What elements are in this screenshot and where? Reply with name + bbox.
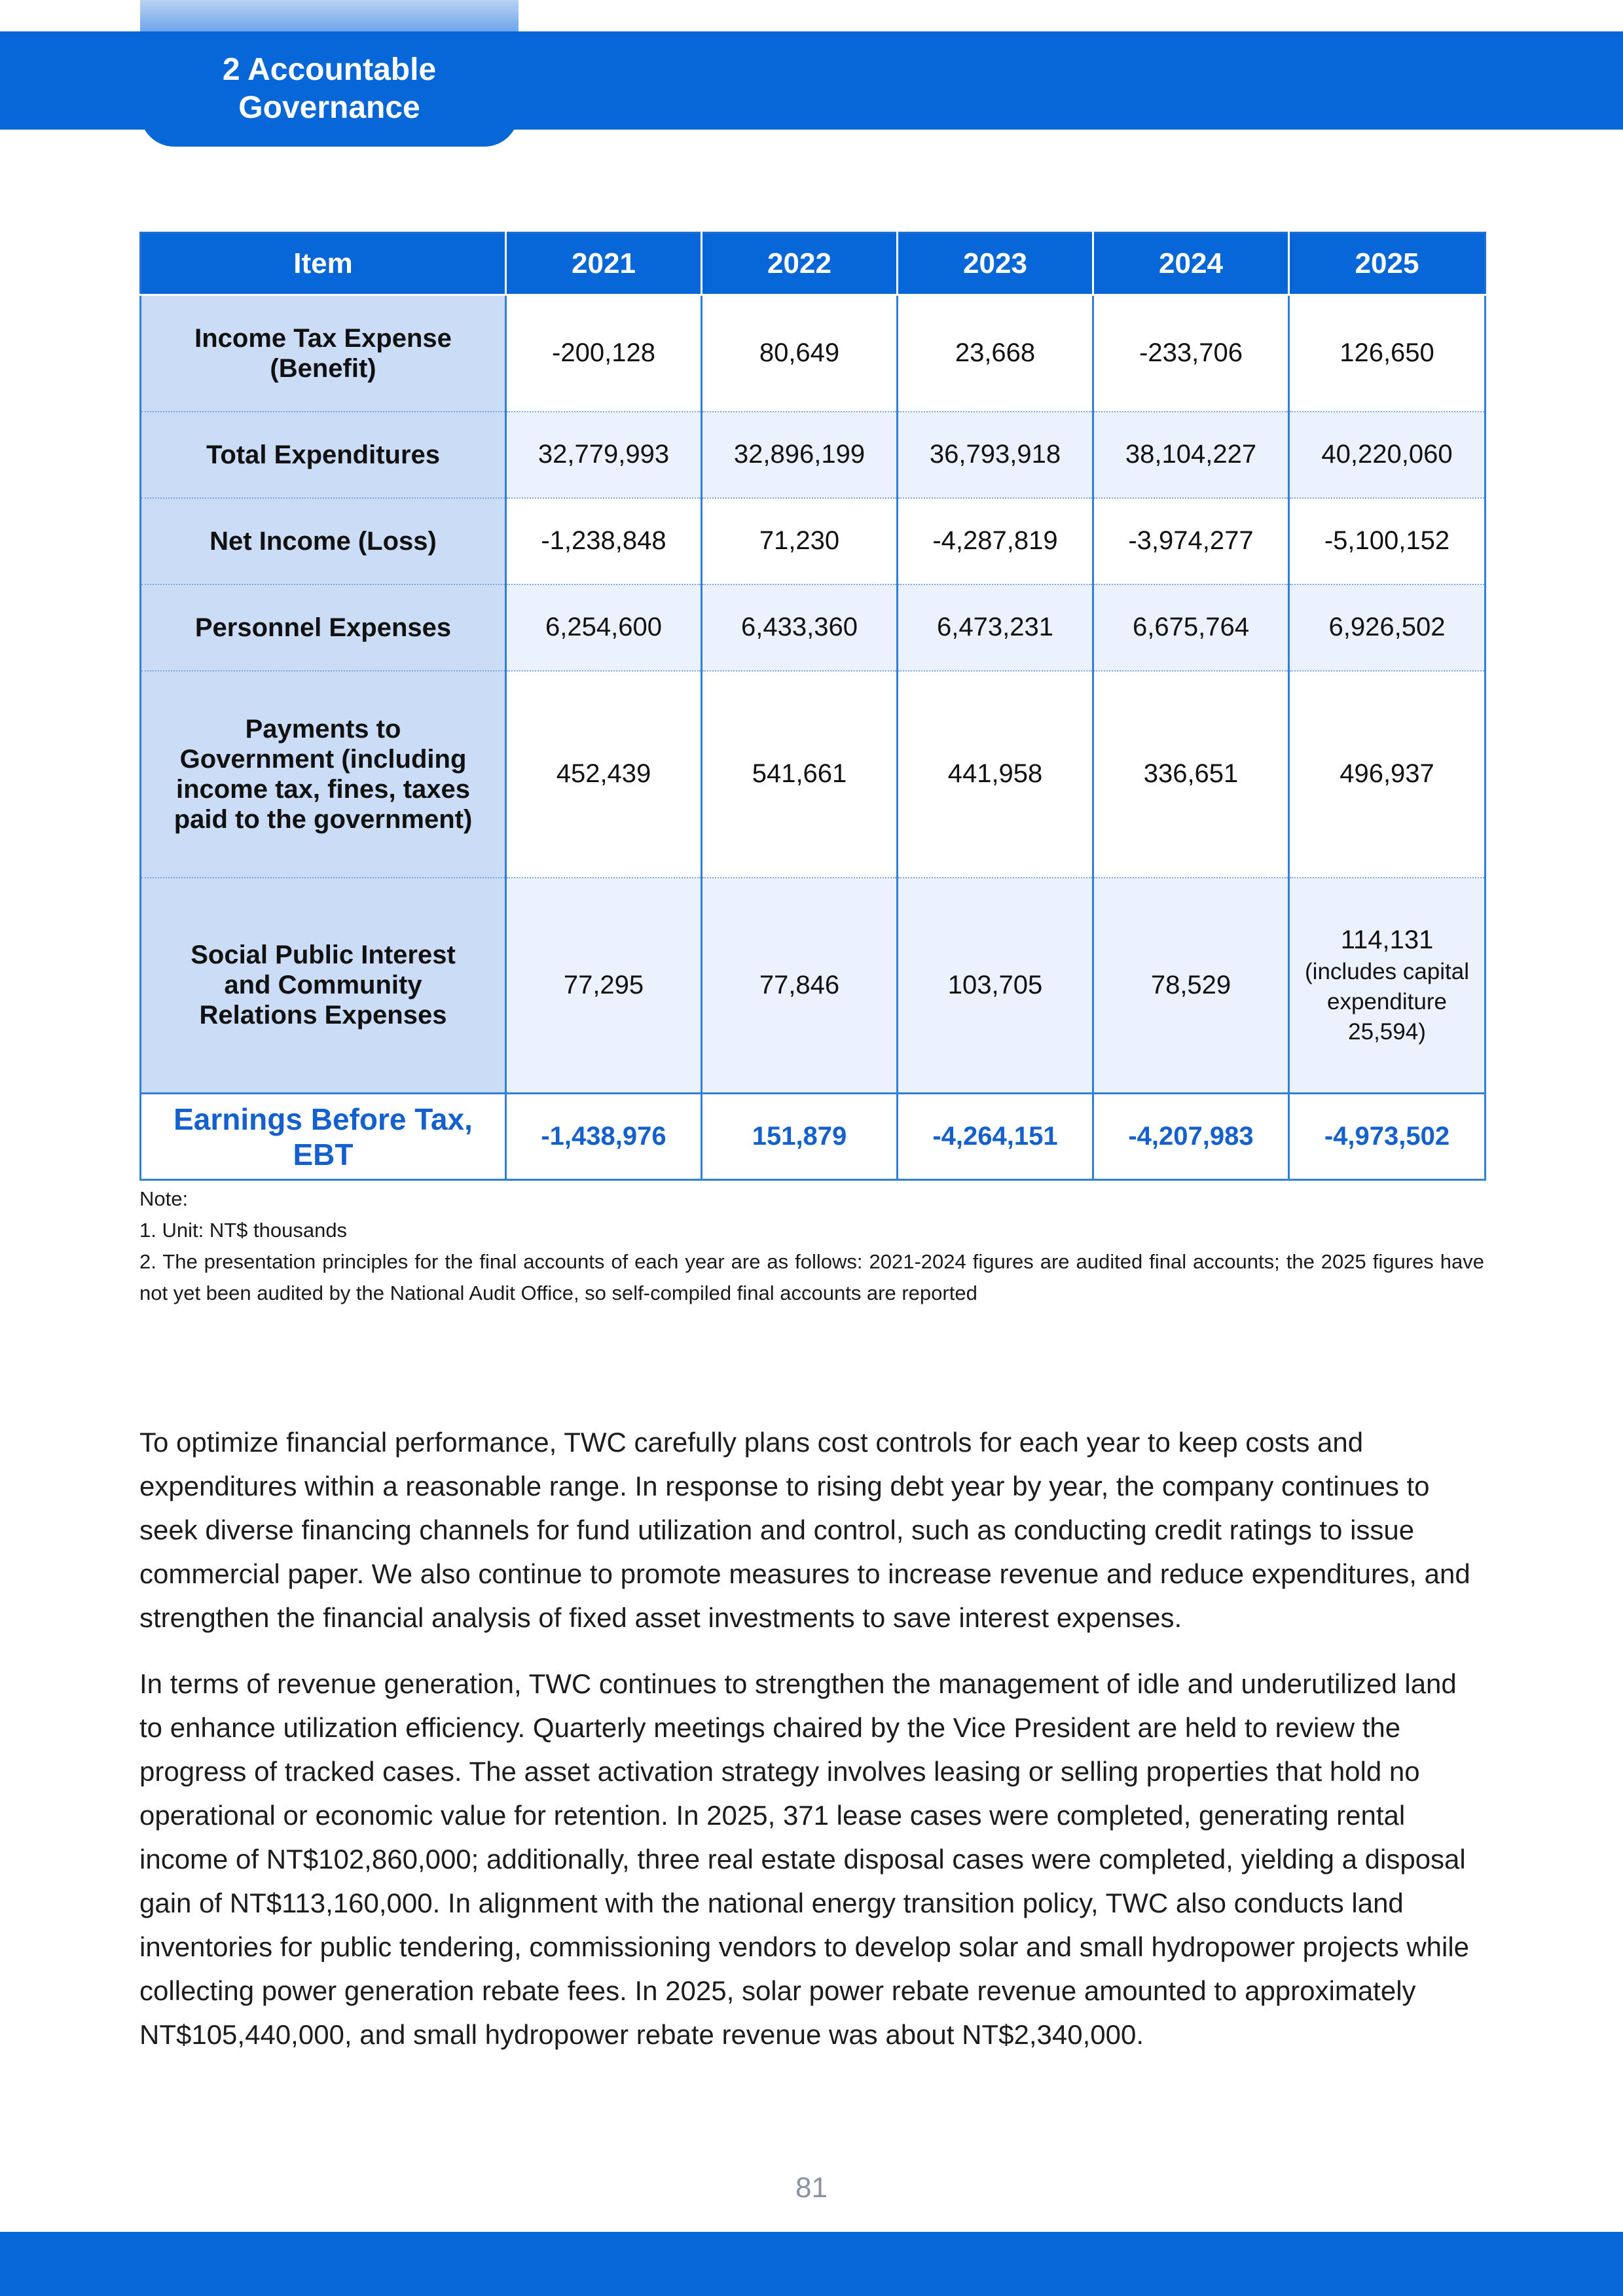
notes-heading: Note: [139,1187,189,1210]
table-cell: -4,207,983 [1093,1094,1289,1180]
section-title: 2 Accountable Governance [222,52,437,125]
table-cell: -4,287,819 [898,498,1093,584]
table-row [141,878,1486,1094]
table-cell: 151,879 [702,1094,898,1180]
financial-table [139,232,1486,1181]
table-cell: 40,220,060 [1289,412,1486,498]
row-label: Net Income (Loss) [141,498,506,584]
table-row [141,584,1486,671]
row-label: Payments to Government (including income tax, fines, taxes paid to the government) [141,671,506,878]
table-cell: -200,128 [506,295,702,412]
column-header-item: Item [141,233,506,295]
table-header-row [141,233,1486,295]
table-cell: 80,649 [702,295,898,412]
table-cell: 6,254,600 [506,584,702,671]
table-cell: -1,438,976 [506,1094,702,1180]
column-header-2021: 2021 [506,233,702,295]
note-item: 1. Unit: NT$ thousands [139,1219,348,1242]
table-cell: 32,896,199 [702,412,898,498]
table-cell: 78,529 [1093,878,1289,1094]
table-cell: 77,846 [702,878,898,1094]
row-label: Earnings Before Tax, EBT [141,1094,506,1180]
page-number: 81 [795,2172,828,2204]
header-tab-accent [140,0,519,31]
table-cell: 541,661 [702,671,898,878]
column-header-2023: 2023 [898,233,1093,295]
table-cell: 441,958 [898,671,1093,878]
table-cell: 6,473,231 [898,584,1093,671]
table-row [141,498,1486,584]
table-notes [139,1183,1484,1309]
table-cell: 23,668 [898,295,1093,412]
table-row [141,295,1486,412]
table-cell: -1,238,848 [506,498,702,584]
table-cell: -5,100,152 [1289,498,1486,584]
table-cell: 71,230 [702,498,898,584]
table-cell: 6,675,764 [1093,584,1289,671]
table-cell: 77,295 [506,878,702,1094]
table-row [141,412,1486,498]
column-header-2024: 2024 [1093,233,1289,295]
table-cell: 36,793,918 [898,412,1093,498]
table-cell: -3,974,277 [1093,498,1289,584]
section-tab [140,31,519,147]
table-cell: -233,706 [1093,295,1289,412]
cell-value: 114,131 [1340,925,1434,955]
table-cell: 126,650 [1289,295,1486,412]
footer-bar [0,2232,1623,2296]
cell-note: (includes capital expenditure 25,594) [1305,959,1469,1045]
paragraph: In terms of revenue generation, TWC continues to strengthen the management of idle and underutilized land to enhance utilization efficiency. Quarterly meetings chaired by the Vice President are held to review the progress of tracked cases. The asset activation strategy involves leasing or selling properties that hold no operational or economic value for retention. In 2025, 371 lease cases were completed, generating rental income of NT$102,860,000; additionally, three real estate disposal cases were completed, yielding a disposal gain of NT$113,160,000. In alignment with the national energy transition policy, TWC also conducts land inventories for public tendering, commissioning vendors to develop solar and small hydropower projects while collecting power generation rebate fees. In 2025, solar power rebate revenue amounted to approximately NT$105,440,000, and small hydropower rebate revenue was about NT$2,340,000. [139,1668,1470,2050]
row-label: Personnel Expenses [141,584,506,671]
table-cell: 32,779,993 [506,412,702,498]
row-label: Social Public Interest and Community Relations Expenses [141,878,506,1094]
table-cell: -4,264,151 [898,1094,1093,1180]
table-cell: 6,926,502 [1289,584,1486,671]
table-cell: -4,973,502 [1289,1094,1486,1180]
table-cell: 6,433,360 [702,584,898,671]
table-cell: 452,439 [506,671,702,878]
paragraph: To optimize financial performance, TWC carefully plans cost controls for each year to keep costs and expenditures within a reasonable range. In response to rising debt year by year, the company continues to seek diverse financing channels for fund utilization and control, such as conducting credit ratings to issue commercial paper. We also continue to promote measures to increase revenue and reduce expenditures, and strengthen the financial analysis of fixed asset investments to save interest expenses. [139,1427,1470,1633]
column-header-2025: 2025 [1289,233,1486,295]
table-row [141,671,1486,878]
row-label: Total Expenditures [141,412,506,498]
table-row-ebt [141,1094,1486,1180]
note-item: 2. The presentation principles for the final accounts of each year are as follows: 2021-2024 figures are audited final accounts; the 2025 figures have not yet been audited by the National Audit Office, so self-compiled final accounts are reported [139,1250,1484,1304]
table-cell: 103,705 [898,878,1093,1094]
body-text [139,1420,1484,2079]
table-cell-with-note [1289,878,1486,1094]
column-header-2022: 2022 [702,233,898,295]
row-label: Income Tax Expense (Benefit) [141,295,506,412]
table-cell: 496,937 [1289,671,1486,878]
table-cell: 336,651 [1093,671,1289,878]
table-cell: 38,104,227 [1093,412,1289,498]
